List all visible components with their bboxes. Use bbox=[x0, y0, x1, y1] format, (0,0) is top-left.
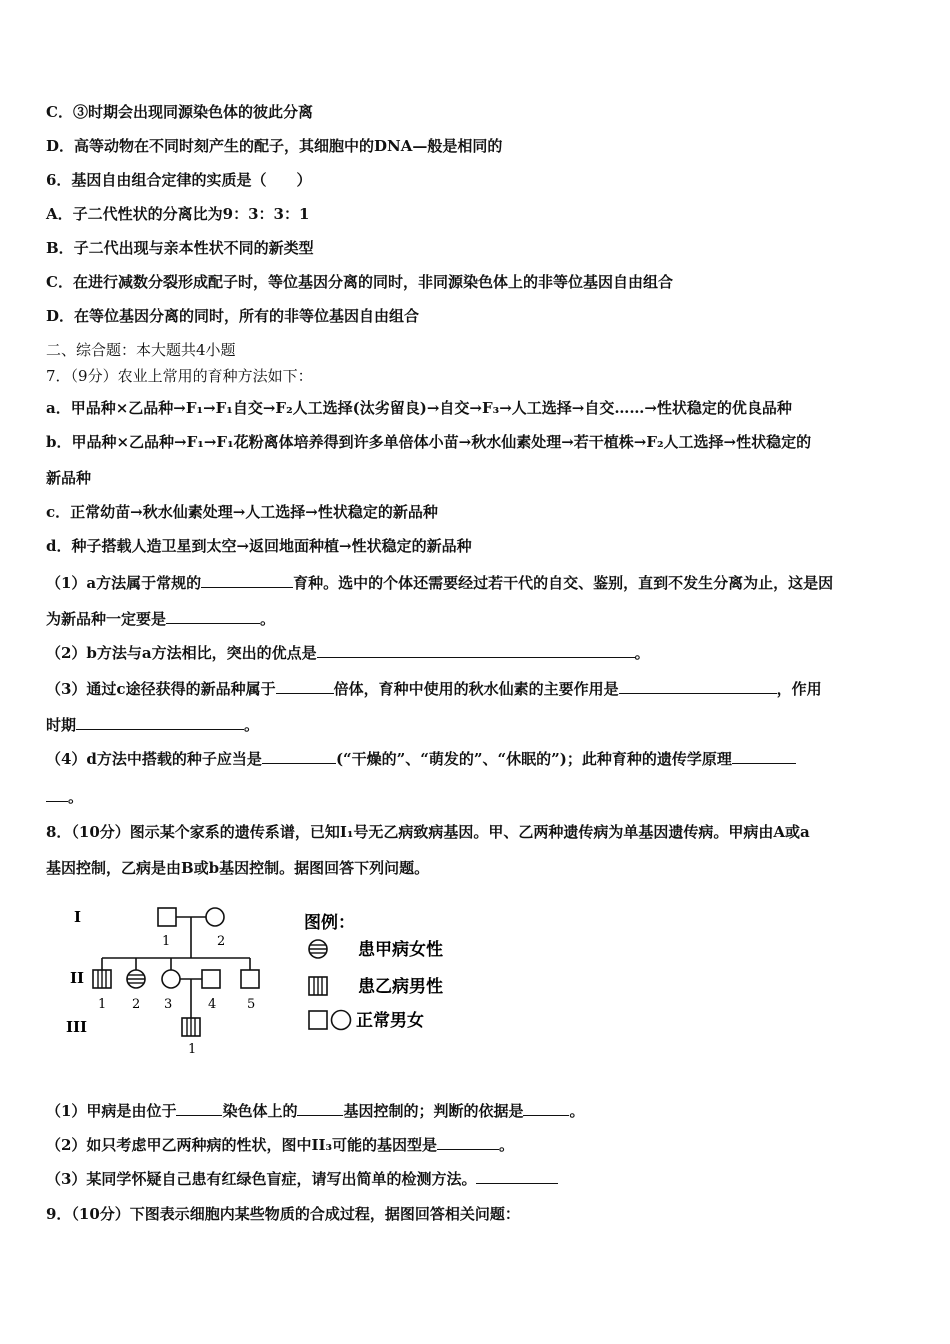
pedigree-i1-male-normal bbox=[158, 908, 176, 926]
pedigree-label: 1 bbox=[162, 934, 171, 949]
q8-part2: （2）如只考虑甲乙两种病的性状，图中II₃可能的基因型是 。 bbox=[46, 1136, 515, 1154]
pedigree-label: 1 bbox=[98, 997, 107, 1012]
pedigree-ii1-male-disease-b bbox=[93, 970, 111, 988]
q8-part1: （1）甲病是由位于 染色体上的 基因控制的；判断的依据是 。 bbox=[46, 1102, 585, 1120]
pedigree-iii1-male-disease-b bbox=[182, 1018, 200, 1036]
pedigree-label: 5 bbox=[247, 997, 256, 1012]
q6-option-a: A．子二代性状的分离比为9：3：3：1 bbox=[46, 205, 310, 223]
answer-blank[interactable] bbox=[297, 1100, 343, 1116]
generation-label-ii: II bbox=[70, 969, 85, 987]
generation-label-iii: III bbox=[66, 1018, 88, 1036]
answer-blank[interactable] bbox=[46, 786, 68, 802]
q7-part2: （2）b方法与a方法相比，突出的优点是 。 bbox=[46, 644, 650, 662]
legend-symbol-normal-female bbox=[332, 1011, 351, 1030]
q7-part3-line2: 时期 。 bbox=[46, 716, 260, 734]
q5-option-c: C．③时期会出现同源染色体的彼此分离 bbox=[46, 103, 313, 121]
answer-blank[interactable] bbox=[276, 678, 334, 694]
q6-option-b: B．子二代出现与亲本性状不同的新类型 bbox=[46, 239, 314, 257]
q6-option-c: C．在进行减数分裂形成配子时，等位基因分离的同时，非同源染色体上的非等位基因自由组合 bbox=[46, 273, 673, 291]
q9-stem: 9．（10分）下图表示细胞内某些物质的合成过程，据图回答相关问题： bbox=[46, 1205, 520, 1223]
answer-blank[interactable] bbox=[619, 678, 777, 694]
answer-blank[interactable] bbox=[166, 608, 260, 624]
q7-part4-line1: （4）d方法中搭载的种子应当是 (“干燥的”、“萌发的”、“休眠的”)；此种育种的遗传学原理 bbox=[46, 748, 906, 769]
legend-label: 患甲病女性 bbox=[358, 940, 443, 960]
legend-symbol-disease-b-male bbox=[309, 977, 327, 995]
answer-blank[interactable] bbox=[523, 1100, 569, 1116]
legend-symbol-disease-a-female bbox=[309, 940, 327, 958]
q6-stem: 6．基因自由组合定律的实质是（ ） bbox=[46, 171, 312, 189]
answer-blank[interactable] bbox=[317, 642, 635, 658]
q7-method-d: d．种子搭载人造卫星到太空→返回地面种植→性状稳定的新品种 bbox=[46, 537, 472, 555]
q7-method-b-line2: 新品种 bbox=[46, 469, 92, 487]
pedigree-label: 1 bbox=[188, 1042, 197, 1057]
legend-label: 患乙病男性 bbox=[358, 977, 443, 997]
answer-blank[interactable] bbox=[201, 572, 293, 588]
q7-method-b-line1: b．甲品种×乙品种→F₁→F₁花粉离体培养得到许多单倍体小苗→秋水仙素处理→若干植株→F₂人工选择→性状稳定的 bbox=[46, 433, 812, 451]
pedigree-ii2-female-disease-a bbox=[127, 970, 145, 988]
answer-blank[interactable] bbox=[76, 714, 244, 730]
answer-blank[interactable] bbox=[262, 748, 336, 764]
q7-part3-line1: （3）通过c途径获得的新品种属于 倍体，育种中使用的秋水仙素的主要作用是 ，作用 bbox=[46, 680, 822, 698]
q7-method-c: c．正常幼苗→秋水仙素处理→人工选择→性状稳定的新品种 bbox=[46, 503, 438, 521]
q5-option-d: D．高等动物在不同时刻产生的配子，其细胞中的DNA—般是相同的 bbox=[46, 137, 503, 155]
q7-part4-line2: 。 bbox=[46, 786, 906, 807]
q7-part1-line2: 为新品种一定要是 。 bbox=[46, 610, 276, 628]
pedigree-ii3-female-normal bbox=[162, 970, 180, 988]
q8-part3: （3）某同学怀疑自己患有红绿色盲症，请写出简单的检测方法。 bbox=[46, 1168, 906, 1189]
answer-blank[interactable] bbox=[476, 1168, 558, 1184]
pedigree-chart bbox=[58, 898, 478, 1058]
q8-stem-line1: 8．（10分）图示某个家系的遗传系谱，已知Ⅰ₁号无乙病致病基因。甲、乙两种遗传病为单基因遗传病。甲病由A或a bbox=[46, 823, 810, 841]
pedigree-label: 3 bbox=[164, 997, 173, 1012]
legend-label: 正常男女 bbox=[356, 1011, 424, 1031]
section-2-heading: 二、综合题：本大题共4小题 bbox=[46, 341, 236, 359]
pedigree-label: 2 bbox=[217, 934, 226, 949]
legend-symbol-normal-male bbox=[309, 1011, 327, 1029]
generation-label-i: I bbox=[74, 908, 82, 926]
q6-option-d: D．在等位基因分离的同时，所有的非等位基因自由组合 bbox=[46, 307, 420, 325]
q8-stem-line2: 基因控制，乙病是由B或b基因控制。据图回答下列问题。 bbox=[46, 859, 430, 877]
pedigree-ii5-male-normal bbox=[241, 970, 259, 988]
pedigree-i2-female-normal bbox=[206, 908, 224, 926]
answer-blank[interactable] bbox=[176, 1100, 222, 1116]
answer-blank[interactable] bbox=[437, 1134, 499, 1150]
q7-method-a: a．甲品种×乙品种→F₁→F₁自交→F₂人工选择(汰劣留良)→自交→F₃→人工选择→自交……→性状稳定的优良品种 bbox=[46, 399, 792, 417]
legend-title: 图例： bbox=[304, 913, 355, 933]
pedigree-ii4-male-normal bbox=[202, 970, 220, 988]
q7-part1-line1: （1）a方法属于常规的 育种。选中的个体还需要经过若干代的自交、鉴别，直到不发生分离为止，这是因 bbox=[46, 574, 834, 592]
q7-stem: 7．（9分）农业上常用的育种方法如下： bbox=[46, 367, 313, 385]
pedigree-label: 4 bbox=[208, 997, 217, 1012]
pedigree-label: 2 bbox=[132, 997, 141, 1012]
answer-blank[interactable] bbox=[732, 748, 796, 764]
